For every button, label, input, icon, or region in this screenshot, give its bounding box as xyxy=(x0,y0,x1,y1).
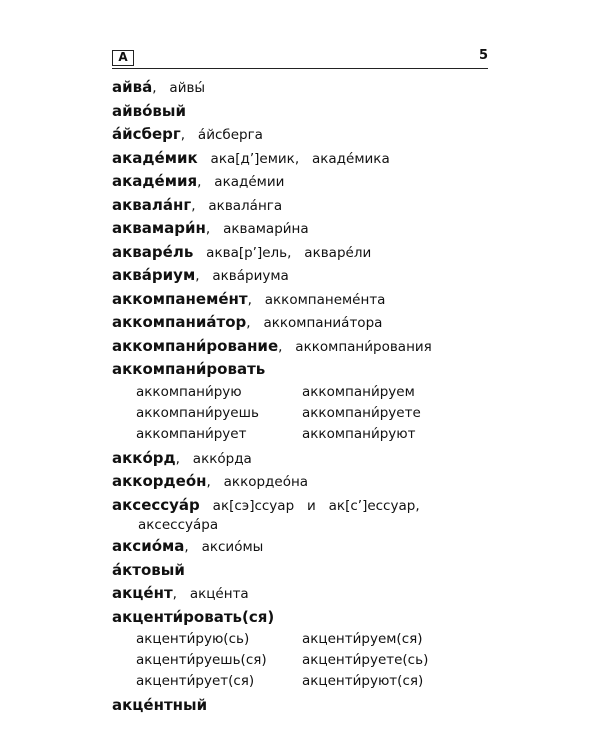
headword: аккордео́н xyxy=(112,472,207,490)
dictionary-entry xyxy=(112,447,492,471)
headword: аква́риум xyxy=(112,266,196,284)
dictionary-entry xyxy=(112,694,492,718)
headword: акценти́ровать(ся) xyxy=(112,607,275,626)
conjugation-table xyxy=(112,382,492,445)
word-forms-continuation: аксессуа́ра xyxy=(138,517,219,533)
word-forms: , а́йсберга xyxy=(180,127,263,143)
headword: аксессуа́р xyxy=(112,495,200,514)
headword: акко́рд xyxy=(112,448,176,467)
headword: аккомпани́рование xyxy=(112,336,279,355)
dictionary-entry xyxy=(112,606,492,630)
dictionary-entry xyxy=(112,147,492,171)
headword: аккомпани́ровать xyxy=(112,360,266,378)
dictionary-entry xyxy=(112,170,492,194)
dictionary-entry xyxy=(112,288,492,312)
dictionary-entry xyxy=(112,582,492,606)
dictionary-entries xyxy=(112,76,492,718)
verb-form: аккомпани́руете xyxy=(302,404,421,421)
verb-form: акценти́рую(сь) xyxy=(136,631,250,647)
headword: акце́нтный xyxy=(112,696,208,714)
headword: акаде́мик xyxy=(112,148,198,167)
word-forms: , аквала́нга xyxy=(191,197,283,214)
conjugation-table xyxy=(112,629,492,692)
headword: аккомпаниа́тор xyxy=(112,313,247,331)
headword: аксио́ма xyxy=(112,537,185,555)
word-forms: , аква́риума xyxy=(195,268,289,284)
word-forms: , акко́рда xyxy=(175,450,252,467)
dictionary-entry xyxy=(112,494,492,518)
word-forms: , айвы́ xyxy=(152,80,206,96)
dictionary-entry xyxy=(112,194,492,218)
word-forms: , аквамари́на xyxy=(205,221,309,237)
headword: акваре́ль xyxy=(112,242,194,261)
dictionary-entry xyxy=(112,264,492,288)
dictionary-entry xyxy=(112,335,492,359)
headword: аквамари́н xyxy=(112,219,206,237)
verb-form: акценти́руете(сь) xyxy=(302,652,429,668)
word-forms: , аксио́мы xyxy=(184,539,264,555)
dictionary-entry xyxy=(112,100,492,124)
word-forms: , акце́нта xyxy=(172,586,249,602)
page-number: 5 xyxy=(478,48,488,63)
verb-form: аккомпани́руешь xyxy=(136,404,259,421)
verb-form: акценти́руют(ся) xyxy=(302,673,424,689)
word-forms: ака[д’]емик, акаде́мика xyxy=(197,150,390,167)
dictionary-entry xyxy=(112,217,492,241)
headword: аккомпанеме́нт xyxy=(112,289,248,308)
word-forms: ак[сэ]ссуар и ак[с’]ессуар, xyxy=(199,497,420,514)
word-forms: , аккомпанеме́нта xyxy=(247,291,386,308)
dictionary-entry xyxy=(112,123,492,147)
verb-form: аккомпани́руем xyxy=(302,383,415,400)
verb-form: аккомпани́рую xyxy=(136,383,242,400)
verb-form: акценти́руем(ся) xyxy=(302,631,423,647)
word-forms: , аккордео́на xyxy=(206,474,309,490)
headword: а́йсберг xyxy=(112,125,181,143)
verb-form: акценти́рует(ся) xyxy=(136,673,255,689)
verb-form: аккомпани́руют xyxy=(302,425,416,442)
dictionary-entry xyxy=(112,241,492,265)
headword: акаде́мия xyxy=(112,172,198,190)
word-forms: , аккомпани́рования xyxy=(278,338,432,355)
dictionary-entry xyxy=(112,559,492,583)
headword: а́ктовый xyxy=(112,560,185,579)
headword: айво́вый xyxy=(112,101,186,120)
dictionary-entry xyxy=(112,76,492,100)
word-forms: , аккомпаниа́тора xyxy=(246,315,383,331)
dictionary-entry xyxy=(112,311,492,335)
verb-form: акценти́руешь(ся) xyxy=(136,652,267,668)
word-forms: , акаде́мии xyxy=(197,174,285,190)
dictionary-entry xyxy=(112,535,492,559)
dictionary-entry xyxy=(112,470,492,494)
verb-form: аккомпани́рует xyxy=(136,425,247,442)
headword: аквала́нг xyxy=(112,195,192,214)
word-forms: аква[р’]ель, акваре́ли xyxy=(193,244,372,261)
headword: акце́нт xyxy=(112,584,173,602)
headword: айва́ xyxy=(112,78,153,96)
dictionary-entry xyxy=(112,358,492,382)
section-letter: А xyxy=(112,50,134,66)
page-header xyxy=(112,48,488,69)
